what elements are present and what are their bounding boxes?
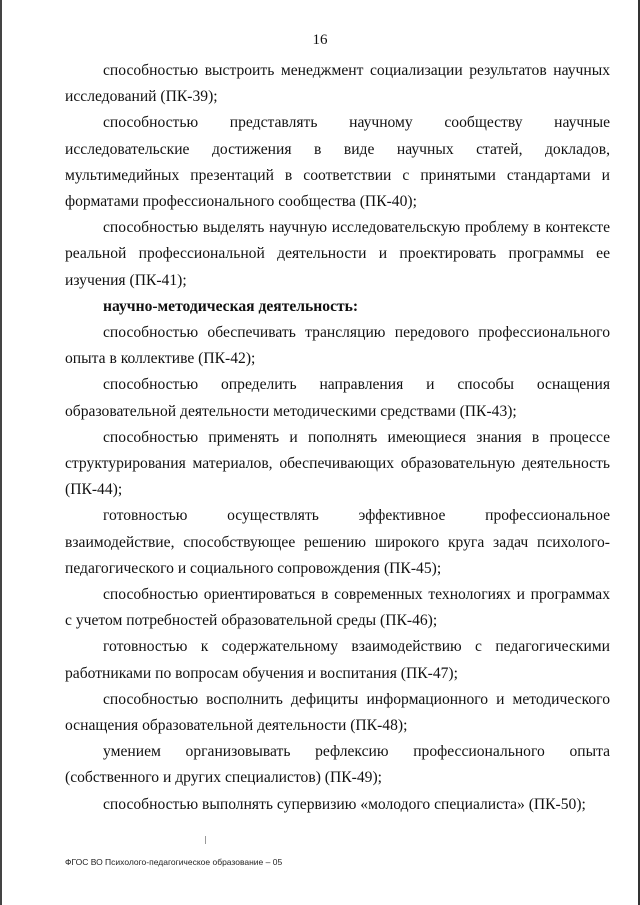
section-heading: научно-методическая деятельность: (103, 297, 359, 315)
paragraph-pk-41: способностью выделять научную исследовательскую проблему в контексте реальной профессиональной деятельности и проектировать программы ее изучения (ПК-41); (65, 219, 610, 289)
footer-text: ФГОС ВО Психолого-педагогическое образование – 05 (65, 857, 283, 867)
page-number: 16 (312, 32, 328, 48)
document-body (65, 58, 610, 818)
paragraph-pk-47: готовностью к содержательному взаимодействию с педагогическими работниками по вопросам обучения и воспитания (ПК-47); (65, 638, 610, 682)
paragraph-pk-48: способностью восполнить дефициты информационного и методического оснащения образовательной деятельности (ПК-48); (65, 690, 610, 735)
paragraph-pk-42: способностью обеспечивать трансляцию передового профессионального опыта в коллективе (ПК-42); (65, 324, 610, 368)
paragraph-pk-49: умением организовывать рефлексию профессионального опыта (собственного и других специалистов) (ПК-49); (65, 743, 610, 787)
paragraph-pk-46: способностью ориентироваться в современных технологиях и программах с учетом потребностей образовательной среды (ПК-46); (65, 586, 610, 630)
paragraph-pk-39: способностью выстроить менеджмент социализации результатов научных исследований (ПК-39); (65, 62, 610, 106)
paragraph-pk-50: способностью выполнять супервизию «молодого специалиста» (ПК-50); (103, 795, 586, 813)
paragraph-pk-40: способностью представлять научному сообществу научные исследовательские достижения в виде научных статей, докладов, мультимедийных презентаций в соответствии с принятыми стандартами и форматами профессионального сообщества (ПК-40); (65, 114, 610, 211)
scan-edge-left (0, 0, 2, 905)
paragraph-pk-45: готовностью осуществлять эффективное профессиональное взаимодействие, способствующее решению широкого круга задач психолого-педагогического и социального сопровождения (ПК-45); (65, 507, 610, 577)
paragraph-pk-44: способностью применять и пополнять имеющиеся знания в процессе структурирования материалов, обеспечивающих образовательную деятельность (ПК-44); (65, 428, 610, 499)
paragraph-pk-43: способностью определить направления и способы оснащения образовательной деятельности методическими средствами (ПК-43); (65, 376, 610, 420)
scan-mark (205, 836, 206, 844)
